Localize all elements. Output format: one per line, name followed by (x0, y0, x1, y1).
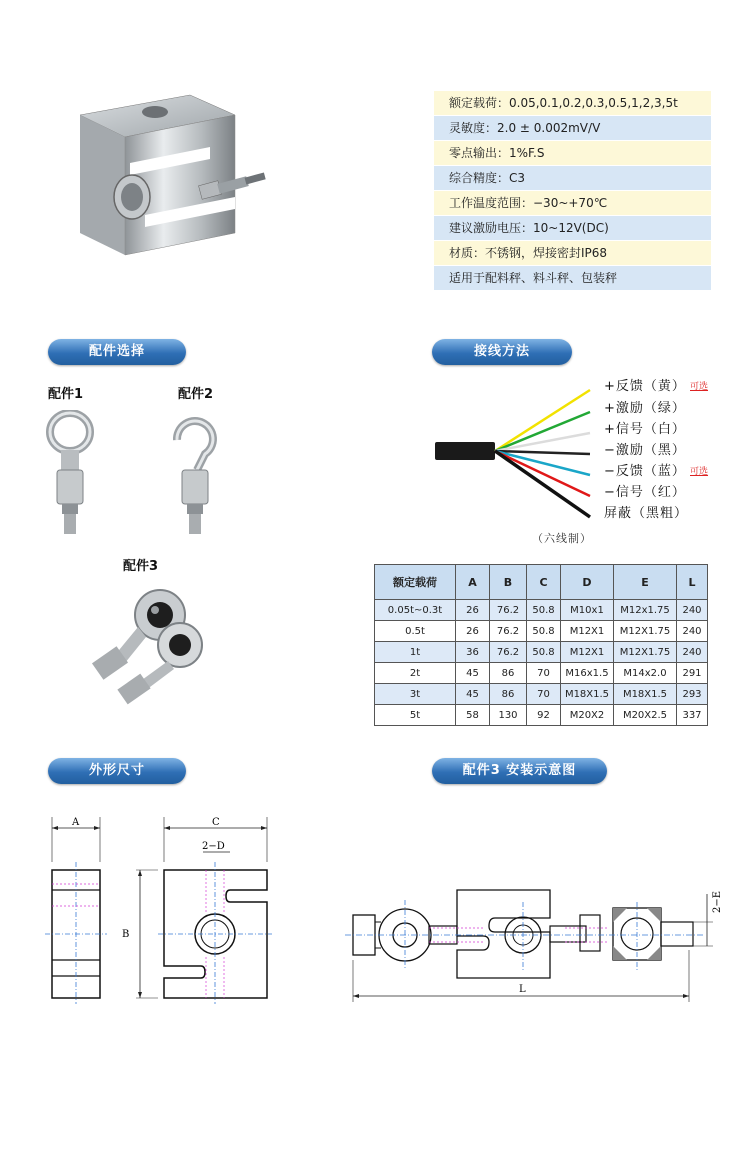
cell-c: 50.8 (527, 621, 561, 642)
cell-e: M12X1.75 (614, 621, 677, 642)
header-rated-load: 额定载荷 (375, 565, 456, 600)
cell-load: 3t (375, 684, 456, 705)
header-c: C (527, 565, 561, 600)
outline-drawing (40, 812, 280, 1012)
dim-c-label: C (212, 817, 220, 828)
table-row (375, 705, 708, 726)
cell-b: 76.2 (490, 621, 527, 642)
wire-label-signal-minus: −信号（红） (604, 485, 686, 500)
cell-c: 92 (527, 705, 561, 726)
spec-zero-output: 零点输出：1%F.S (434, 141, 711, 165)
cell-b: 86 (490, 684, 527, 705)
cell-c: 70 (527, 684, 561, 705)
spec-material: 材质：不锈钢，焊接密封IP68 (434, 241, 711, 265)
section-install-title: 配件3 安装示意图 (432, 758, 607, 784)
cell-d: M12X1 (561, 621, 614, 642)
header-e: E (614, 565, 677, 600)
eye-bolt-image (40, 410, 100, 535)
dim-d-label: 2−D (202, 841, 225, 852)
wire-label-excitation-minus: −激励（黑） (604, 443, 686, 458)
cell-a: 45 (456, 684, 490, 705)
dim-e-label: 2−E (712, 890, 723, 913)
wire-label-shield: 屏蔽（黑粗） (604, 506, 689, 521)
cell-d: M20X2 (561, 705, 614, 726)
cell-load: 0.05t~0.3t (375, 600, 456, 621)
cell-load: 1t (375, 642, 456, 663)
cell-c: 50.8 (527, 642, 561, 663)
cell-e: M20X2.5 (614, 705, 677, 726)
cell-d: M16x1.5 (561, 663, 614, 684)
cell-d: M18X1.5 (561, 684, 614, 705)
rod-end-image (80, 585, 220, 705)
hook-image (165, 410, 225, 535)
cell-l: 337 (677, 705, 708, 726)
cell-b: 76.2 (490, 600, 527, 621)
wire-label-feedback-plus: +反馈（黄） (604, 379, 686, 394)
spec-rated-load: 额定载荷：0.05,0.1,0.2,0.3,0.5,1,2,3,5t (434, 91, 711, 115)
wire-red (495, 451, 590, 496)
spec-accuracy: 综合精度：C3 (434, 166, 711, 190)
cell-d: M12X1 (561, 642, 614, 663)
optional-tag: 可选 (690, 382, 709, 392)
cell-e: M12x1.75 (614, 600, 677, 621)
cell-l: 240 (677, 642, 708, 663)
cell-e: M12X1.75 (614, 642, 677, 663)
wire-shield (495, 451, 590, 517)
load-cell-image (70, 85, 270, 275)
table-row (375, 621, 708, 642)
table-row (375, 663, 708, 684)
table-row (375, 684, 708, 705)
cell-l: 291 (677, 663, 708, 684)
cell-d: M10x1 (561, 600, 614, 621)
wire-label-excitation-plus: +激励（绿） (604, 401, 686, 416)
cell-b: 86 (490, 663, 527, 684)
header-l: L (677, 565, 708, 600)
cell-l: 240 (677, 621, 708, 642)
spec-excitation: 建议激励电压：10~12V(DC) (434, 216, 711, 240)
header-d: D (561, 565, 614, 600)
section-accessories-title: 配件选择 (48, 339, 186, 365)
cell-a: 58 (456, 705, 490, 726)
accessory-3-label: 配件3 (123, 559, 159, 574)
section-dimensions-title: 外形尺寸 (48, 758, 186, 784)
table-header-row (375, 565, 708, 600)
cell-load: 0.5t (375, 621, 456, 642)
dim-a-label: A (72, 817, 80, 828)
table-row (375, 642, 708, 663)
cell-a: 26 (456, 621, 490, 642)
accessory-2-label: 配件2 (178, 387, 214, 402)
accessory-1-label: 配件1 (48, 387, 84, 402)
cell-a: 36 (456, 642, 490, 663)
cell-load: 2t (375, 663, 456, 684)
dimensions-table (374, 564, 708, 726)
wiring-diagram (430, 380, 605, 520)
cell-l: 293 (677, 684, 708, 705)
cell-b: 130 (490, 705, 527, 726)
spec-sensitivity: 灵敏度：2.0 ± 0.002mV/V (434, 116, 711, 140)
spec-application: 适用于配料秤、料斗秤、包装秤 (434, 266, 711, 290)
cell-a: 26 (456, 600, 490, 621)
optional-tag: 可选 (690, 467, 709, 477)
wire-green (495, 412, 590, 451)
header-a: A (456, 565, 490, 600)
cell-a: 45 (456, 663, 490, 684)
cell-c: 50.8 (527, 600, 561, 621)
header-b: B (490, 565, 527, 600)
cell-load: 5t (375, 705, 456, 726)
cell-b: 76.2 (490, 642, 527, 663)
wire-label-feedback-minus: −反馈（蓝） (604, 464, 686, 479)
spec-temperature: 工作温度范围：−30~+70℃ (434, 191, 711, 215)
dim-l-label: L (519, 984, 526, 995)
wire-label-signal-plus: +信号（白） (604, 422, 686, 437)
cell-l: 240 (677, 600, 708, 621)
install-drawing (345, 880, 725, 1010)
cell-c: 70 (527, 663, 561, 684)
wiring-caption: （六线制） (532, 532, 592, 545)
section-wiring-title: 接线方法 (432, 339, 572, 365)
cell-e: M14x2.0 (614, 663, 677, 684)
dim-b-label: B (122, 929, 130, 940)
cell-e: M18X1.5 (614, 684, 677, 705)
table-row (375, 600, 708, 621)
